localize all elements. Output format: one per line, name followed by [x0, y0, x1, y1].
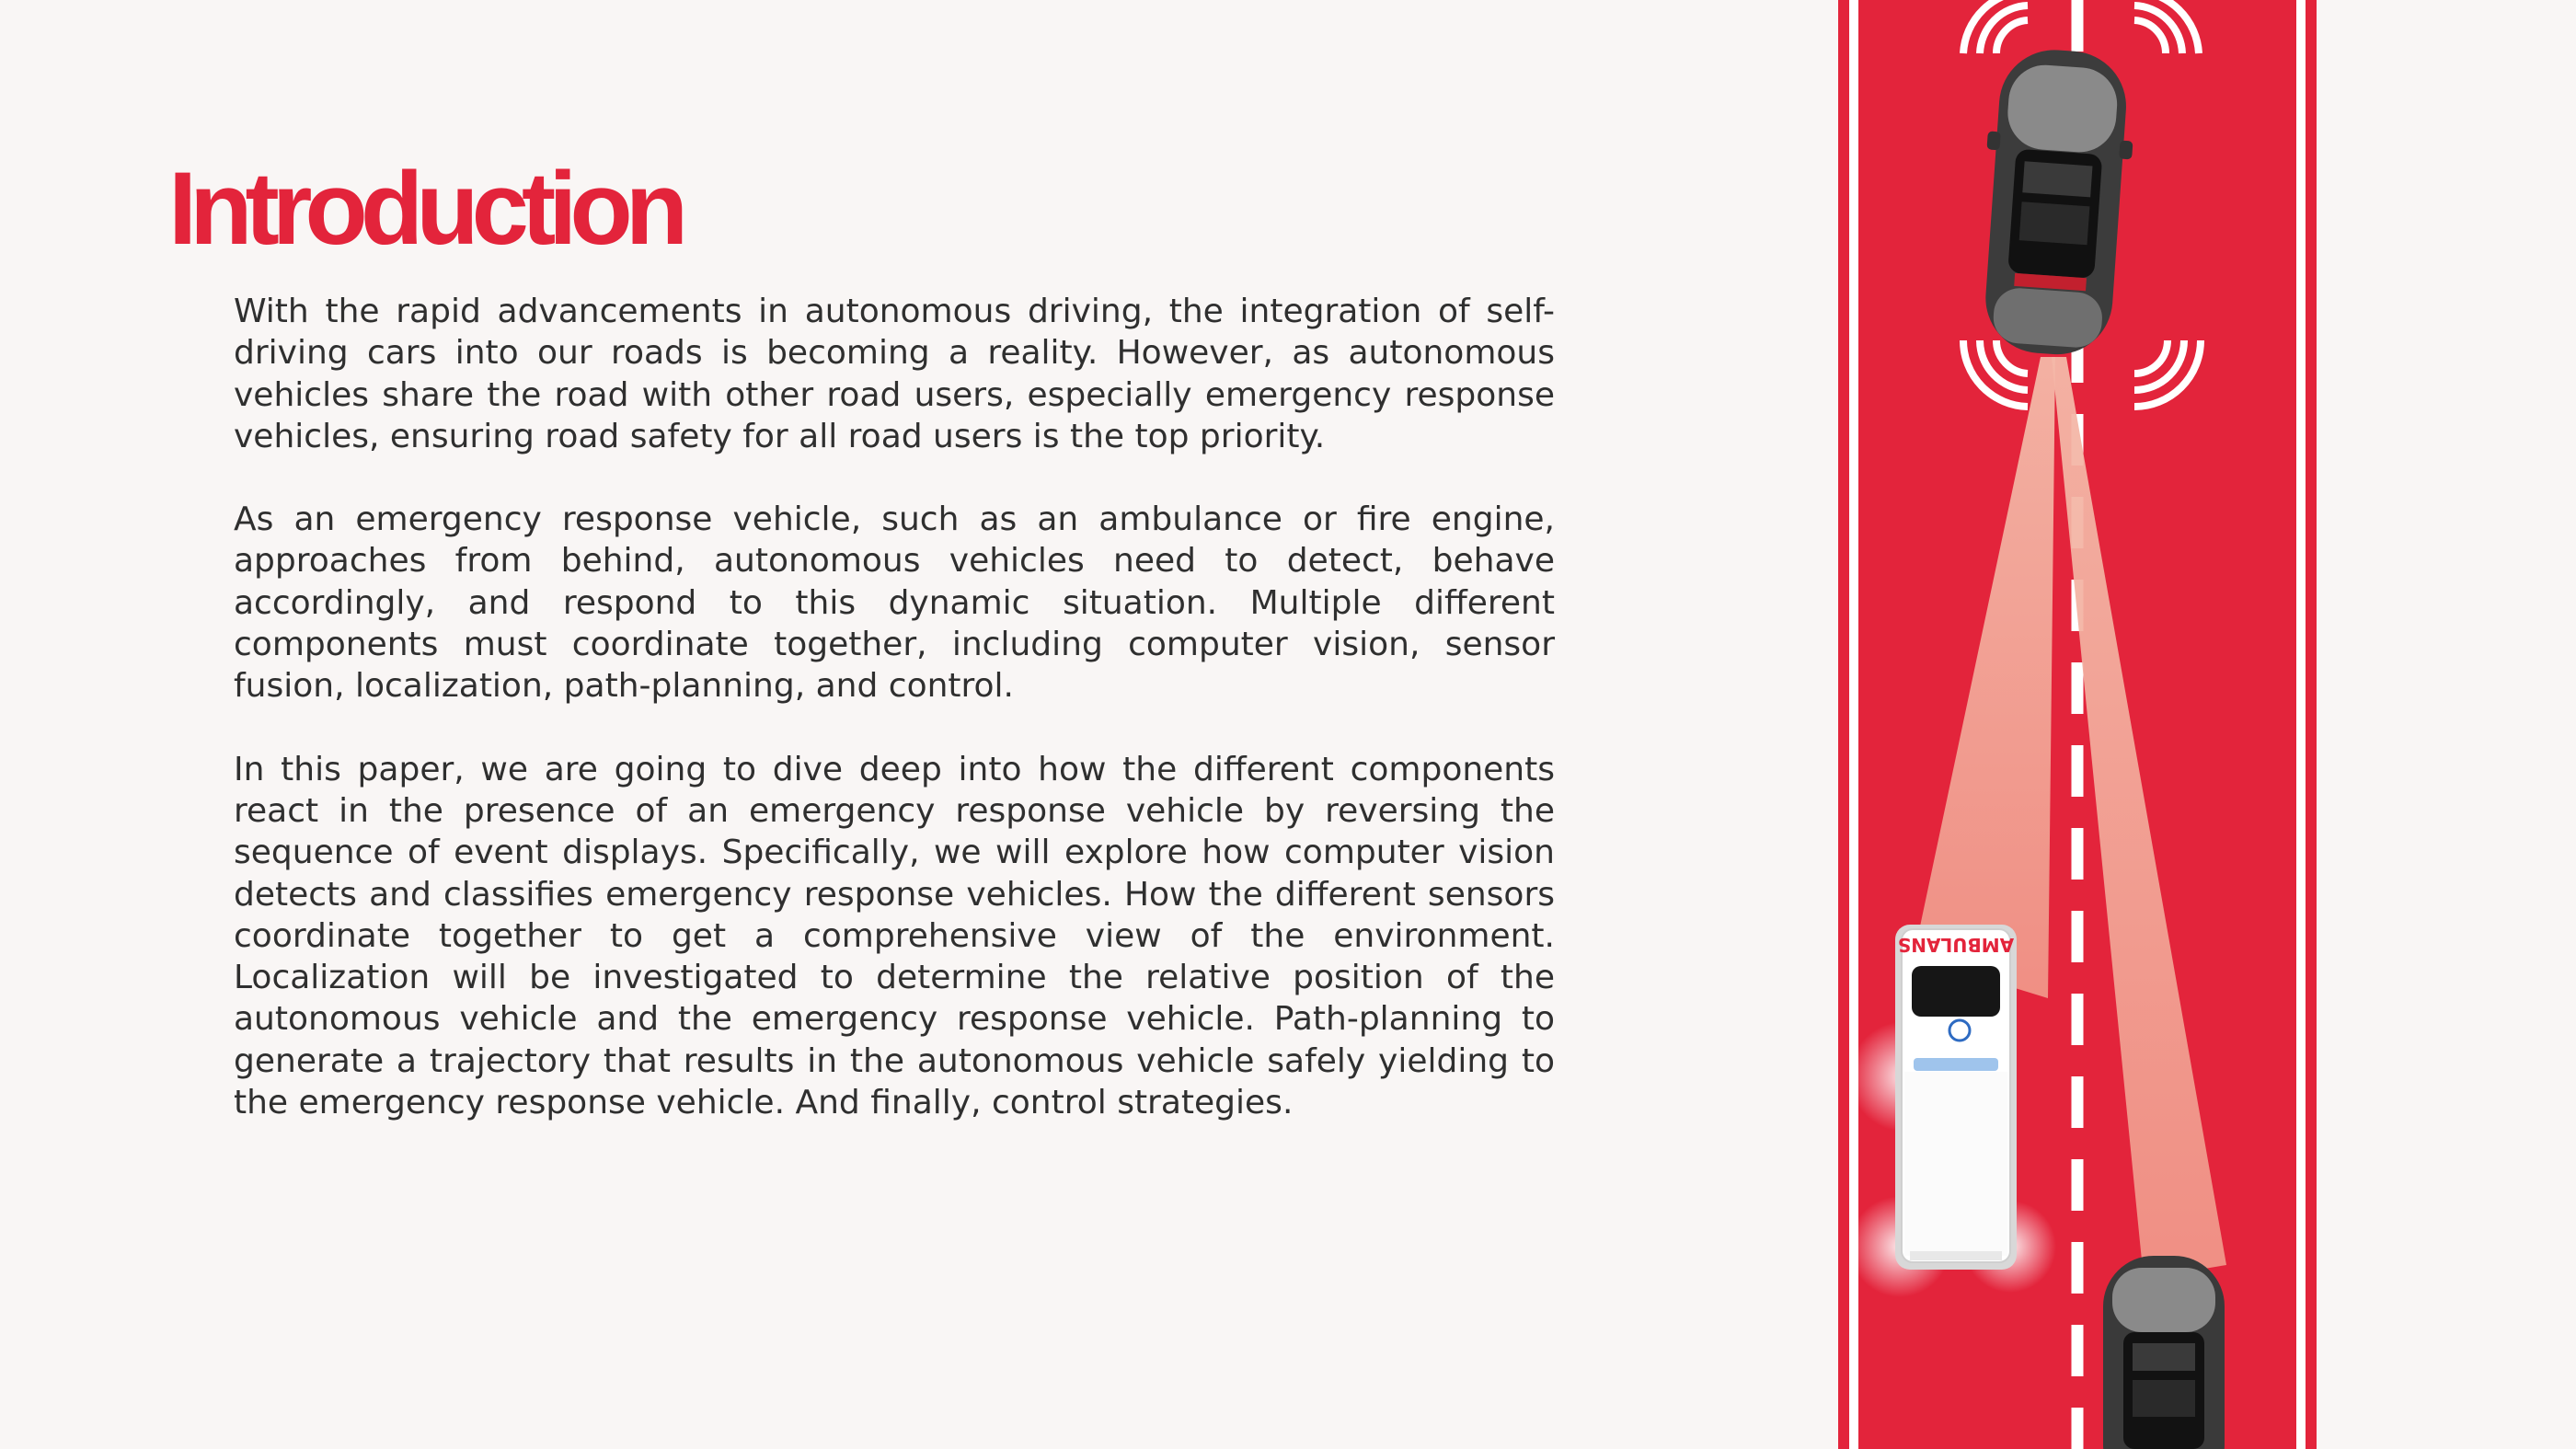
intro-paragraph-2: As an emergency response vehicle, such as an ambulance or fire engine, approaches from behind, autonomous vehicles need to detect, behave accordingly, and respond to this dynamic situation. Multiple different components must coordinate together, including computer vision, sensor fusion, localization, path-planning, and control. [234, 500, 1555, 706]
ambulance-label: AMBULANS [1897, 934, 2015, 956]
intro-text [234, 291, 1555, 1165]
road-edge-right [2296, 0, 2306, 1449]
intro-paragraph-1: With the rapid advancements in autonomous driving, the integration of self-driving cars into our roads is becoming a reality. However, as autonomous vehicles share the road with other road users, especially emergency response vehicles, ensuring road safety for all road users is the top priority. [234, 293, 1555, 455]
intro-paragraph-3: In this paper, we are going to dive deep into how the different components react in the presence of an emergency response vehicle by reversing the sequence of event displays. Specifically, we will explore how computer vision detects and classifies emergency response vehicles. How the different sensors coordinate together to get a comprehensive view of the environment. Localization will be investigated to determine the relative position of the autonomous vehicle and the emergency response vehicle. Path-planning to generate a trajectory that results in the autonomous vehicle safely yielding to the emergency response vehicle. And finally, control strategies. [234, 750, 1555, 1122]
second-car-icon [2103, 1256, 2225, 1449]
page-title: Introduction [168, 151, 682, 266]
road-illustration [1831, 0, 2346, 1449]
